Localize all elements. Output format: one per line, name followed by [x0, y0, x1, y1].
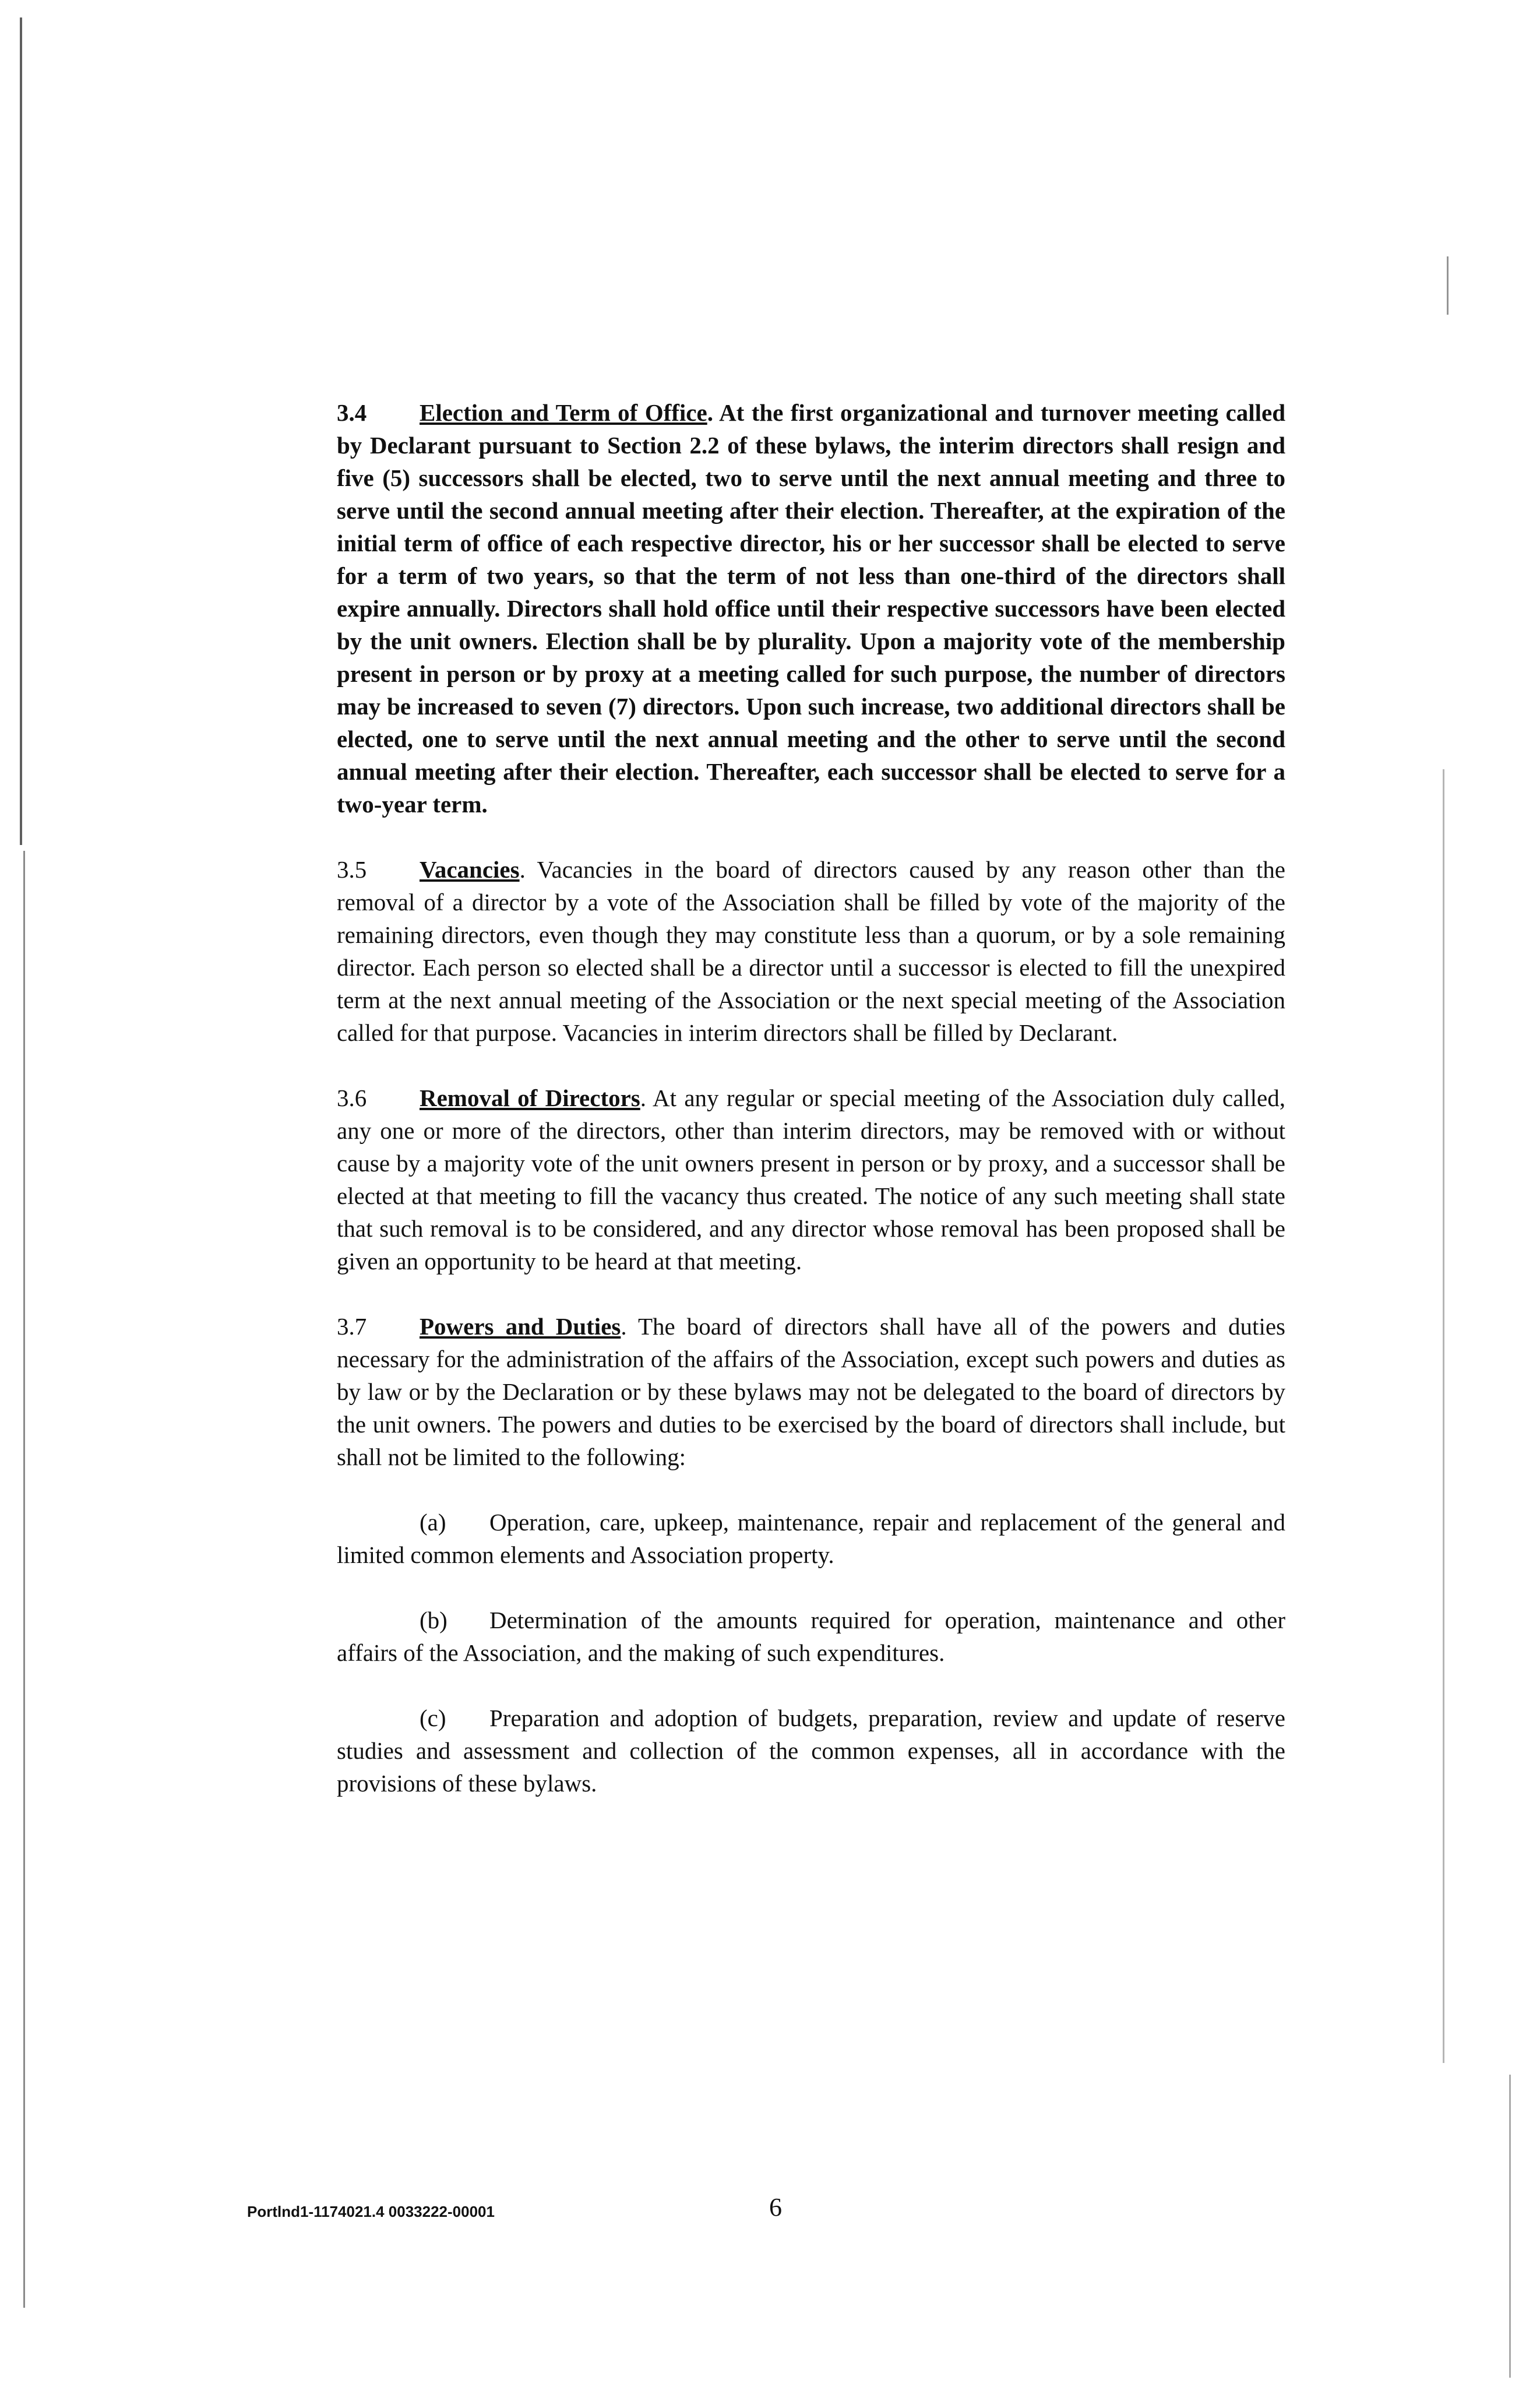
section-3-6 — [337, 1082, 1285, 1277]
section-heading: Removal of Directors — [420, 1085, 640, 1111]
section-3-4 — [337, 396, 1285, 821]
section-3-5 — [337, 853, 1285, 1049]
section-heading: Vacancies — [420, 856, 520, 883]
scan-edge-line — [1447, 256, 1449, 315]
scan-edge-line — [1443, 769, 1444, 2063]
footer-document-id: Portlnd1-1174021.4 0033222-00001 — [247, 2203, 495, 2220]
section-number: 3.7 — [337, 1313, 367, 1340]
section-text: . At the first organizational and turnover meeting called by Declarant pursuant to Section 2.2 of these bylaws, the interim directors shall resign and five (5) successors shall be elected, two to serve until the next annual meeting and three to serve until the second annual meeting after their election. Thereafter, at the expiration of the initial term of office of each respective director, his or her successor shall be elected to serve for a term of two years, so that the term of not less than one-third of the directors shall expire annually. Directors shall hold office until their respective successors have been elected by the unit owners. Election shall be by plurality. Upon a majority vote of the membership present in person or by proxy at a meeting called for such purpose, the number of directors may be increased to seven (7) directors. Upon such increase, two additional directors shall be elected, one to serve until the next annual meeting and the other to serve until the second annual meeting after their election. Thereafter, each successor shall be elected to serve for a two-year term. — [337, 399, 1285, 818]
subitem-b — [337, 1604, 1285, 1669]
section-number: 3.5 — [337, 856, 367, 883]
section-3-7 — [337, 1310, 1285, 1473]
document-body — [337, 396, 1285, 1832]
section-text: . Vacancies in the board of directors caused by any reason other than the removal of a director by a vote of the Association shall be filled by vote of the majority of the remaining directors, even though they may constitute less than a quorum, or by a sole remaining director. Each person so elected shall be a director until a successor is elected to fill the unexpired term at the next annual meeting of the Association or the next special meeting of the Association called for that purpose. Vacancies in interim directors shall be filled by Declarant. — [337, 856, 1285, 1046]
section-heading: Election and Term of Office — [420, 399, 707, 426]
scan-edge-line — [1509, 2075, 1511, 2378]
section-text: . The board of directors shall have all of the powers and duties necessary for the administration of the affairs of the Association, except such powers and duties as by law or by the Declaration or by these bylaws may not be delegated to the board of directors by the unit owners. The powers and duties to be exercised by the board of directors shall include, but shall not be limited to the following: — [337, 1313, 1285, 1470]
section-number: 3.4 — [337, 399, 367, 426]
subitem-label: (b) — [420, 1607, 447, 1633]
subitem-label: (a) — [420, 1509, 446, 1536]
subitem-text: Operation, care, upkeep, maintenance, repair and replacement of the general and limited common elements and Association property. — [337, 1509, 1285, 1568]
subitem-label: (c) — [420, 1705, 446, 1731]
section-text: . At any regular or special meeting of the Association duly called, any one or more of the directors, other than interim directors, may be removed with or without cause by a majority vote of the unit owners present in person or by proxy, and a successor shall be elected at that meeting to fill the vacancy thus created. The notice of any such meeting shall state that such removal is to be considered, and any director whose removal has been proposed shall be given an opportunity to be heard at that meeting. — [337, 1085, 1285, 1275]
scan-edge-line — [20, 17, 22, 845]
scan-edge-line — [23, 851, 25, 2308]
subitem-text: Determination of the amounts required for operation, maintenance and other affairs of the Association, and the making of such expenditures. — [337, 1607, 1285, 1666]
page-number: 6 — [769, 2193, 782, 2221]
section-heading: Powers and Duties — [420, 1313, 621, 1340]
subitem-a — [337, 1506, 1285, 1571]
subitem-text: Preparation and adoption of budgets, preparation, review and update of reserve studies and assessment and collection of the common expenses, all in accordance with the provisions of these bylaws. — [337, 1705, 1285, 1797]
section-number: 3.6 — [337, 1085, 367, 1111]
subitem-c — [337, 1702, 1285, 1800]
